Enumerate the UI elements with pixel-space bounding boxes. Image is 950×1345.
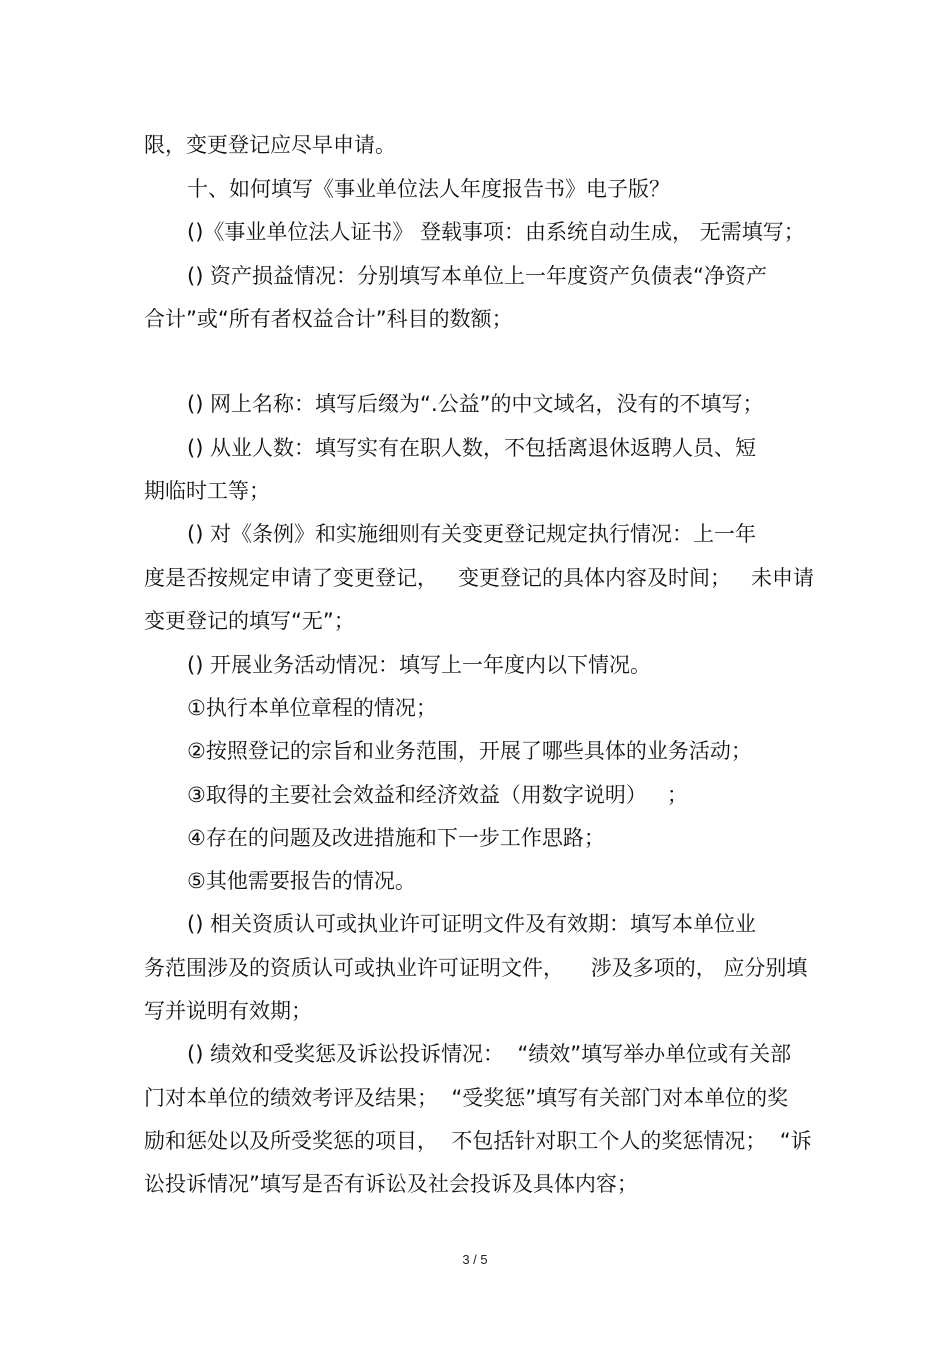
paragraph-line: 度是否按规定申请了变更登记， 变更登记的具体内容及时间； 未申请	[144, 566, 815, 590]
section-heading: 十、如何填写《事业单位法人年度报告书》电子版？	[187, 177, 670, 201]
list-item: ③取得的主要社会效益和经济效益（用数字说明） ；	[187, 783, 688, 807]
list-item: ②按照登记的宗旨和业务范围，开展了哪些具体的业务活动；	[187, 739, 752, 763]
paragraph-line: 变更登记的填写“无”；	[144, 609, 355, 633]
paragraph-line: () 从业人数：填写实有在职人数，不包括离退休返聘人员、短	[187, 436, 757, 460]
paragraph-line: () 绩效和受奖惩及诉讼投诉情况： “绩效”填写举办单位或有关部	[187, 1042, 792, 1066]
paragraph-line: 门对本单位的绩效考评及结果； “受奖惩”填写有关部门对本单位的奖	[144, 1086, 789, 1110]
page-number: 3 / 5	[462, 1252, 488, 1267]
paragraph-line: 讼投诉情况”填写是否有诉讼及社会投诉及具体内容；	[144, 1172, 638, 1196]
paragraph-line: () 相关资质认可或执业许可证明文件及有效期：填写本单位业	[187, 912, 757, 936]
paragraph-line: () 对《条例》和实施细则有关变更登记规定执行情况：上一年	[187, 522, 757, 546]
paragraph-line: () 网上名称：填写后缀为“.公益”的中文域名，没有的不填写；	[187, 392, 764, 416]
paragraph-line: 限，变更登记应尽早申请。	[144, 133, 396, 157]
list-item: ⑤其他需要报告的情况。	[187, 869, 416, 893]
paragraph-line: 期临时工等；	[144, 479, 270, 503]
paragraph-line: () 资产损益情况：分别填写本单位上一年度资产负债表“净资产	[187, 264, 767, 288]
paragraph-line: ()《事业单位法人证书》 登载事项：由系统自动生成， 无需填写；	[187, 220, 805, 244]
paragraph-line: 励和惩处以及所受奖惩的项目， 不包括针对职工个人的奖惩情况； “诉	[144, 1129, 812, 1153]
list-item: ④存在的问题及改进措施和下一步工作思路；	[187, 826, 605, 850]
paragraph-line: 务范围涉及的资质认可或执业许可证明文件， 涉及多项的， 应分别填	[144, 956, 808, 980]
paragraph-line: () 开展业务活动情况：填写上一年度内以下情况。	[187, 653, 652, 677]
paragraph-line: 合计”或“所有者权益合计”科目的数额；	[144, 307, 513, 331]
paragraph-line: 写并说明有效期；	[144, 999, 312, 1023]
list-item: ①执行本单位章程的情况；	[187, 696, 437, 720]
